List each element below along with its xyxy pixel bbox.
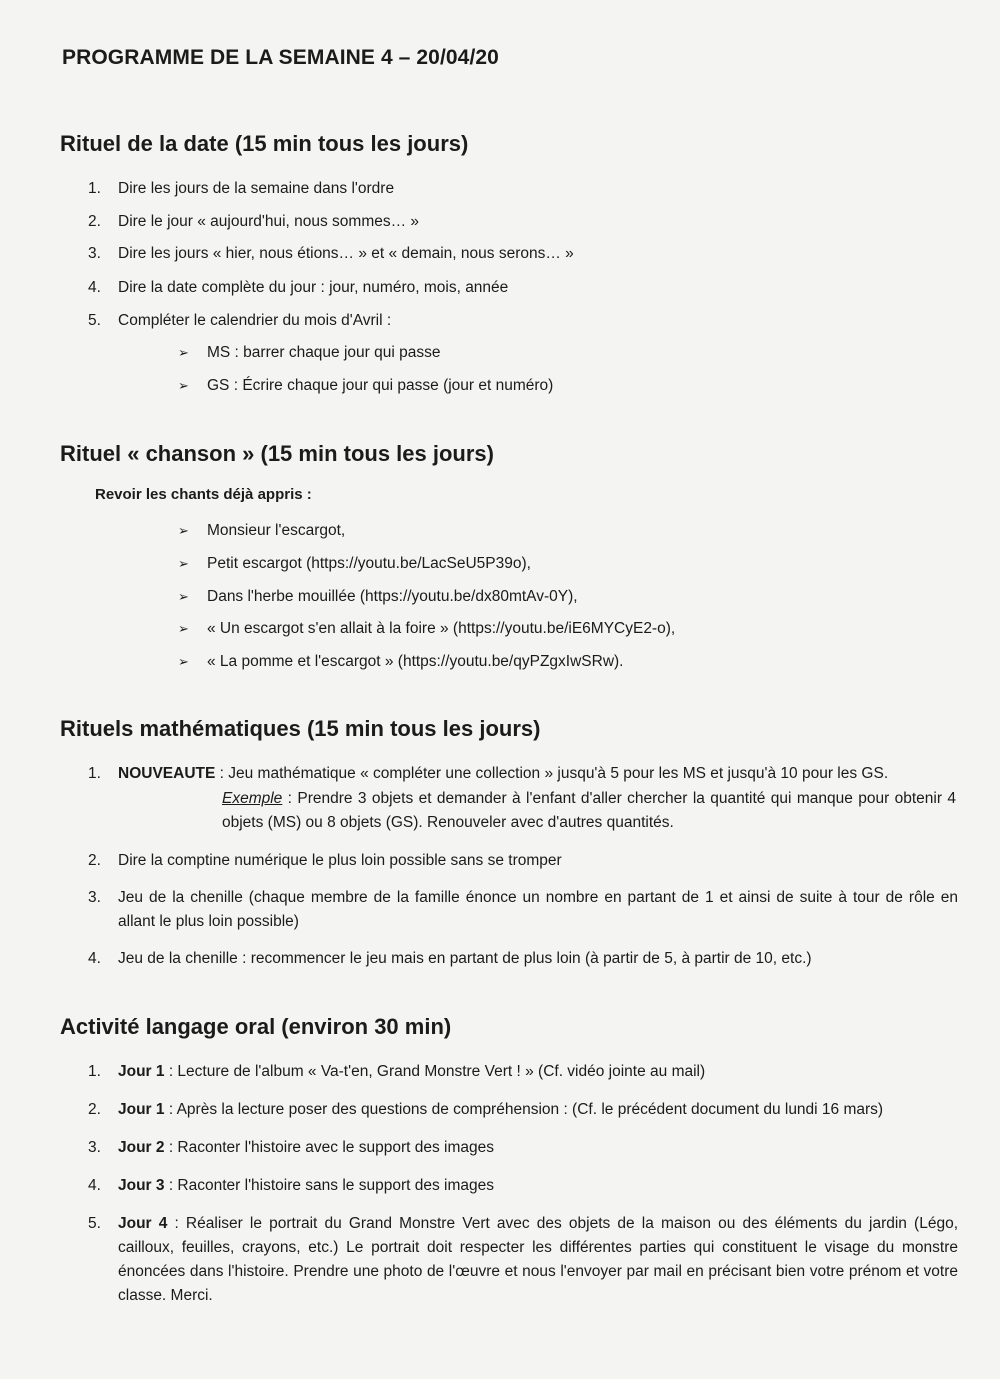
list-number: 4. — [88, 279, 101, 296]
sub-list-text: MS : barrer chaque jour qui passe — [207, 344, 441, 361]
list-text: Dire les jours « hier, nous étions… » et « demain, nous serons… » — [118, 245, 574, 262]
song-text: « Un escargot s'en allait à la foire » (https://youtu.be/iE6MYCyE2-o), — [207, 620, 676, 637]
song-text: Petit escargot (https://youtu.be/LacSeU5P39o), — [207, 555, 531, 572]
day-text: : Lecture de l'album « Va-t'en, Grand Monstre Vert ! » (Cf. vidéo jointe au mail) — [164, 1063, 706, 1080]
list-text: Jeu de la chenille (chaque membre de la famille énonce un nombre en partant de 1 et ainsi de suite à tour de rôle en allant le plus loin possible) — [118, 889, 958, 930]
list-number: 1. — [88, 1063, 101, 1080]
list-text — [118, 1060, 958, 1084]
chanson-intro: Revoir les chants déjà appris : — [95, 486, 312, 503]
example-paragraph — [222, 787, 956, 835]
song-text: Dans l'herbe mouillée (https://youtu.be/dx80mtAv-0Y), — [207, 588, 578, 605]
list-number: 3. — [88, 1139, 101, 1156]
day-text: : Raconter l'histoire sans le support des images — [164, 1177, 494, 1194]
list-text — [118, 1136, 958, 1160]
arrow-bullet-icon: ➢ — [178, 654, 189, 669]
list-number: 1. — [88, 180, 101, 197]
list-number: 4. — [88, 950, 101, 967]
song-text: Monsieur l'escargot, — [207, 522, 346, 539]
day-label: Jour 3 — [118, 1177, 165, 1194]
day-text: : Réaliser le portrait du Grand Monstre Vert avec des objets de la maison ou des éléments du jardin (Légo, cailloux, feuilles, crayons, etc.) Le portrait doit respecter les différentes parties qui constituent le visage du monstre énoncées dans l'histoire. Prendre une photo de l'œuvre et nous l'envoyer par mail en précisant bien votre prénom et votre classe. Merci. — [118, 1215, 958, 1304]
arrow-bullet-icon: ➢ — [178, 556, 189, 571]
list-text — [118, 762, 958, 786]
list-text: Dire la date complète du jour : jour, numéro, mois, année — [118, 279, 509, 296]
list-text — [118, 1212, 958, 1308]
document-title: PROGRAMME DE LA SEMAINE 4 – 20/04/20 — [62, 46, 499, 69]
list-text: Dire le jour « aujourd'hui, nous sommes… » — [118, 213, 420, 230]
section-heading-maths: Rituels mathématiques (15 min tous les jours) — [60, 716, 541, 741]
day-label: Jour 4 — [118, 1215, 168, 1232]
arrow-bullet-icon: ➢ — [178, 378, 189, 393]
day-text: : Raconter l'histoire avec le support des images — [164, 1139, 494, 1156]
list-number: 3. — [88, 245, 101, 262]
day-label: Jour 1 — [118, 1101, 165, 1118]
arrow-bullet-icon: ➢ — [178, 345, 189, 360]
day-label: Jour 1 — [118, 1063, 165, 1080]
arrow-bullet-icon: ➢ — [178, 621, 189, 636]
list-number: 5. — [88, 312, 101, 329]
list-number: 2. — [88, 213, 101, 230]
list-text — [118, 1174, 958, 1198]
list-text: Compléter le calendrier du mois d'Avril : — [118, 312, 392, 329]
sub-list-text: GS : Écrire chaque jour qui passe (jour et numéro) — [207, 377, 554, 394]
section-heading-langage: Activité langage oral (environ 30 min) — [60, 1014, 452, 1039]
arrow-bullet-icon: ➢ — [178, 589, 189, 604]
list-text: Jeu de la chenille : recommencer le jeu mais en partant de plus loin (à partir de 5, à partir de 10, etc.) — [118, 950, 812, 967]
section-heading-date: Rituel de la date (15 min tous les jours) — [60, 131, 469, 156]
arrow-bullet-icon: ➢ — [178, 523, 189, 538]
list-text: Dire les jours de la semaine dans l'ordre — [118, 180, 395, 197]
list-number: 2. — [88, 852, 101, 869]
list-number: 5. — [88, 1215, 101, 1232]
list-number: 2. — [88, 1101, 101, 1118]
day-label: Jour 2 — [118, 1139, 165, 1156]
list-number: 1. — [88, 765, 101, 782]
example-label: Exemple — [222, 790, 283, 807]
example-text: : Prendre 3 objets et demander à l'enfant d'aller chercher la quantité qui manque pour obtenir 4 objets (MS) ou 8 objets (GS). Renouveler avec d'autres quantités. — [222, 790, 956, 831]
list-number: 4. — [88, 1177, 101, 1194]
section-heading-chanson: Rituel « chanson » (15 min tous les jours) — [60, 441, 494, 466]
list-number: 3. — [88, 889, 101, 906]
list-text — [118, 1098, 958, 1122]
nouveaute-text: : Jeu mathématique « compléter une collection » jusqu'à 5 pour les MS et jusqu'à 10 pour les GS. — [215, 765, 889, 782]
nouveaute-label: NOUVEAUTE — [118, 765, 216, 782]
song-text: « La pomme et l'escargot » (https://youtu.be/qyPZgxIwSRw). — [207, 653, 624, 670]
day-text: : Après la lecture poser des questions de compréhension : (Cf. le précédent document du lundi 16 mars) — [164, 1101, 884, 1118]
list-text: Dire la comptine numérique le plus loin possible sans se tromper — [118, 852, 562, 869]
